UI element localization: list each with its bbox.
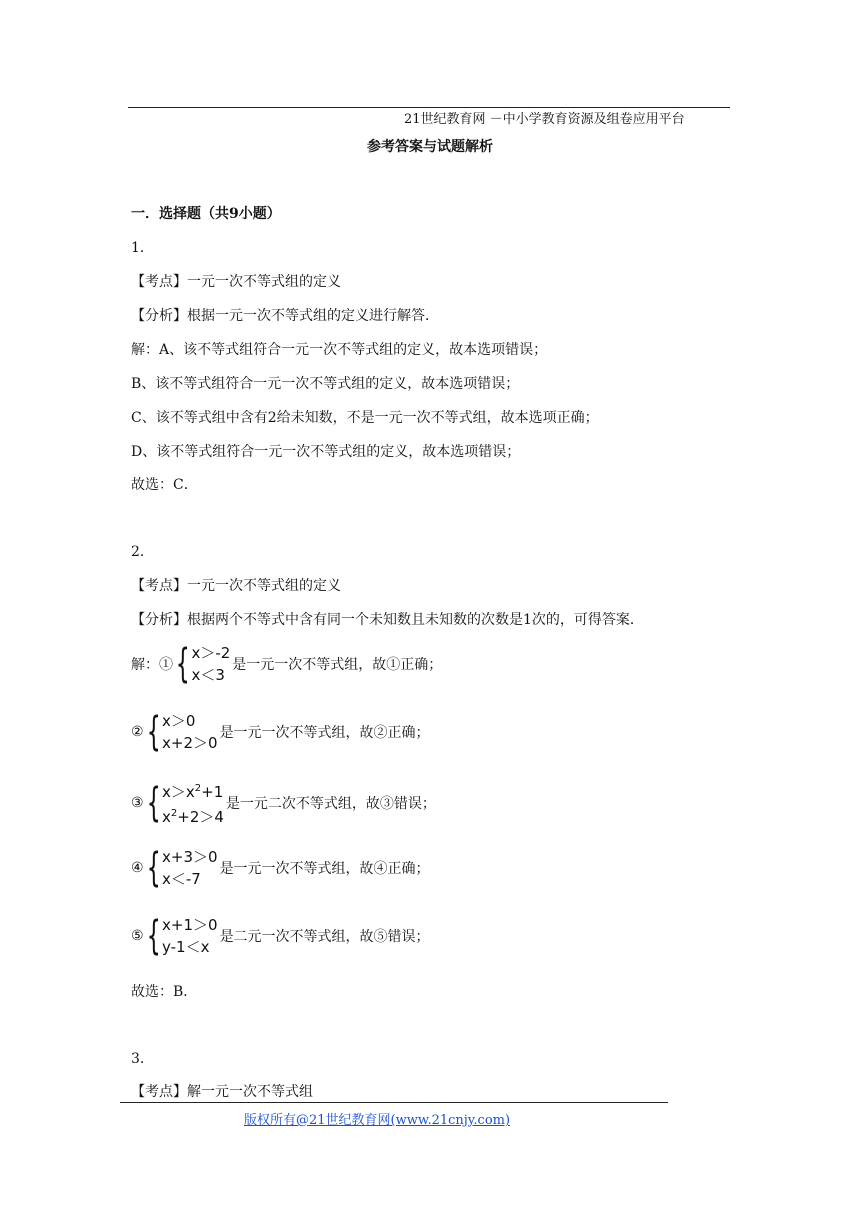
q3-kaodian: 【考点】解一元一次不等式组 (131, 1084, 313, 1100)
inequality-system (144, 914, 218, 958)
q1-answer: 故选：C． (131, 477, 198, 493)
q2-item-4 (131, 846, 430, 890)
item-prefix: 解：① (131, 657, 173, 673)
section-heading: 一．选择题（共9小题） (131, 206, 281, 222)
left-brace-icon: { (146, 709, 161, 755)
q2-item-1 (131, 642, 442, 686)
q2-fenxi: 【分析】根据两个不等式中含有同一个未知数且未知数的次数是1次的，可得答案． (131, 612, 644, 628)
q2-item-2 (131, 710, 430, 754)
item-prefix: ③ (131, 795, 144, 811)
system-row: x+1＞0 (162, 916, 218, 934)
q3-number: 3． (131, 1051, 154, 1067)
page-header: 21世纪教育网 －中小学教育资源及组卷应用平台 (404, 112, 685, 127)
inequality-system (144, 846, 218, 890)
system-row: $x^2+2>4$ (162, 808, 224, 826)
system-row: x+3＞0 (162, 848, 218, 866)
item-prefix: ⑤ (131, 928, 144, 944)
inequality-system (144, 710, 218, 754)
item-suffix: 是一元一次不等式组，故④正确； (219, 861, 430, 877)
q1-line: 解：A、该不等式组符合一元一次不等式组的定义，故本选项错误； (131, 342, 548, 358)
left-brace-icon: { (146, 780, 161, 826)
q1-number: 1． (131, 240, 154, 256)
q2-answer: 故选：B． (131, 984, 198, 1000)
q2-item-3 (131, 778, 436, 828)
footer-link[interactable]: 版权所有@21世纪教育网(www.21cnjy.com) (244, 1113, 511, 1128)
q2-kaodian: 【考点】一元一次不等式组的定义 (131, 578, 341, 594)
item-suffix: 是二元一次不等式组，故⑤错误； (219, 929, 430, 945)
item-suffix: 是一元一次不等式组，故①正确； (232, 657, 443, 673)
item-prefix: ② (131, 724, 144, 740)
system-row: x＞0 (162, 712, 196, 730)
q1-line: B、该不等式组符合一元一次不等式组的定义，故本选项错误； (131, 376, 520, 392)
system-row: x+2＞0 (162, 734, 218, 752)
item-prefix: ④ (131, 860, 144, 876)
footer-rule (120, 1102, 668, 1103)
q1-kaodian: 【考点】一元一次不等式组的定义 (131, 274, 341, 290)
left-brace-icon: { (146, 845, 161, 891)
item-suffix: 是一元一次不等式组，故②正确； (219, 725, 430, 741)
system-row: x＜-7 (162, 870, 201, 888)
q1-line: C、该不等式组中含有2给未知数，不是一元一次不等式组，故本选项正确； (131, 410, 599, 426)
left-brace-icon: { (175, 641, 190, 687)
item-suffix: 是一元二次不等式组，故③错误； (225, 796, 436, 812)
q2-number: 2． (131, 544, 154, 560)
system-row: y-1＜x (162, 938, 210, 956)
page-title: 参考答案与试题解析 (367, 139, 493, 155)
system-row: x＜3 (191, 666, 225, 684)
q2-item-5 (131, 914, 430, 958)
q1-fenxi: 【分析】根据一元一次不等式组的定义进行解答． (131, 308, 439, 324)
inequality-system (173, 642, 230, 686)
inequality-system (144, 778, 224, 828)
q1-line: D、该不等式组符合一元一次不等式组的定义，故本选项错误； (131, 444, 521, 460)
left-brace-icon: { (146, 913, 161, 959)
system-row: $x>x^2+1$ (162, 783, 224, 801)
system-row: x＞-2 (191, 644, 231, 662)
